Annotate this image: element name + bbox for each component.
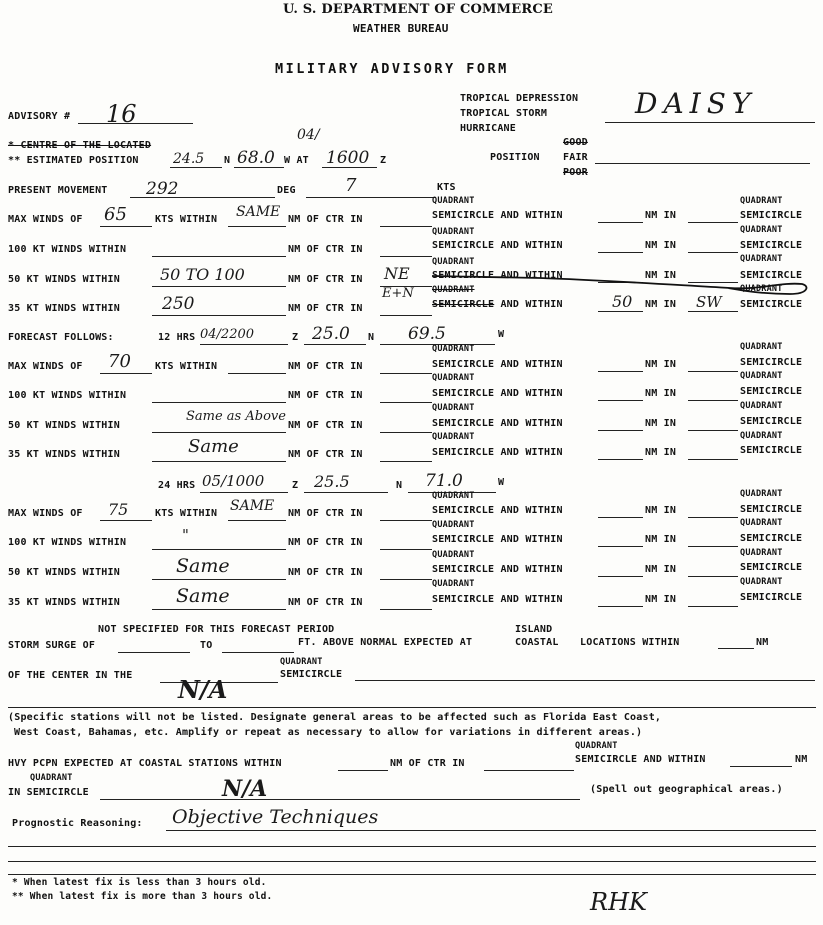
quad2-line <box>688 430 738 431</box>
surge-remarks-line2 <box>8 707 816 708</box>
quad-line <box>380 256 432 257</box>
n-label: N <box>224 155 231 166</box>
nm-in-label: NM IN <box>645 359 677 370</box>
z-label: Z <box>380 155 387 166</box>
forecast-12hrs-lat[interactable]: 25.0 <box>312 324 350 344</box>
row-35kt-value[interactable]: 250 <box>162 294 195 314</box>
semicircle-label: SEMICIRCLE <box>740 386 803 397</box>
nm-of-ctr-label: NM OF CTR IN <box>288 508 363 519</box>
and-within-label: AND WITHIN <box>500 359 563 370</box>
and-within-label: AND WITHIN <box>500 594 563 605</box>
surge-nm-label: NM <box>756 637 769 648</box>
within2-line <box>598 222 643 223</box>
nm-of-ctr-label: NM OF CTR IN <box>288 567 363 578</box>
fc24-50-line <box>152 579 286 580</box>
storm-name[interactable]: DAISY <box>635 87 757 120</box>
instructions-line1: (Specific stations will not be listed. Designate general areas to be affected such as Florida East Coast, <box>8 712 662 723</box>
fc24-100-line <box>152 549 286 550</box>
movement-direction[interactable]: 292 <box>146 179 179 199</box>
quadrant-label: QUADRANT <box>740 342 783 352</box>
forecast-12hrs-label: 12 HRS <box>158 332 196 343</box>
nm-in-label: NM IN <box>645 299 677 310</box>
fc24-within-line <box>228 520 286 521</box>
surge-from-line <box>118 652 190 653</box>
surge-remarks-line <box>355 680 815 681</box>
position-time[interactable]: 1600 <box>326 148 370 168</box>
semicircle-and-within-label <box>432 448 563 458</box>
hvy-value[interactable]: N/A <box>222 776 268 802</box>
within2-line <box>598 311 643 312</box>
nm-of-ctr-label: NM OF CTR IN <box>288 597 363 608</box>
n-label: N <box>368 332 375 343</box>
fc12-row-35kt-value[interactable]: Same <box>188 436 239 457</box>
row-50kt-label: 50 KT WINDS WITHIN <box>8 274 120 285</box>
hvy-within-line <box>730 766 792 767</box>
semicircle-label: SEMICIRCLE <box>740 357 803 368</box>
hvy-areas-line <box>100 799 580 800</box>
nm-of-ctr-label: NM OF CTR IN <box>288 420 363 431</box>
semicircle-label: SEMICIRCLE <box>740 562 803 573</box>
within2-line <box>598 252 643 253</box>
hvy-nm-of-ctr-label: NM OF CTR IN <box>390 758 465 769</box>
w-label: W <box>498 477 505 488</box>
and-within-label: AND WITHIN <box>500 388 563 399</box>
quadrant-label: QUADRANT <box>432 285 475 295</box>
position-lon[interactable]: 68.0 <box>237 148 275 168</box>
in-semicircle-label: IN SEMICIRCLE <box>8 787 89 798</box>
instructions-line2: West Coast, Bahamas, etc. Amplify or repeat as necessary to allow for variations in different areas.) <box>14 727 643 738</box>
quadrant-label: QUADRANT <box>432 579 475 589</box>
forecast-12hrs-lon[interactable]: 69.5 <box>408 324 446 344</box>
quad-line <box>380 432 432 433</box>
within2-line <box>598 400 643 401</box>
centre-located-label: * CENTRE OF THE LOCATED <box>8 140 152 151</box>
hvy-pcpn-label: HVY PCPN EXPECTED AT COASTAL STATIONS WITHIN <box>8 758 282 769</box>
w-label: W <box>498 329 505 340</box>
surge-to-label: TO <box>200 640 213 651</box>
quadrant-label: QUADRANT <box>740 401 783 411</box>
semicircle-label: SEMICIRCLE <box>432 210 495 221</box>
quad-line <box>380 461 432 462</box>
quadrant-label: QUADRANT <box>432 491 475 501</box>
quad-line <box>380 226 432 227</box>
semicircle-label: SEMICIRCLE <box>432 299 495 310</box>
storm-type-hurricane: HURRICANE <box>460 123 516 134</box>
semicircle-label: SEMICIRCLE <box>432 240 495 251</box>
bureau-heading: WEATHER BUREAU <box>353 22 449 35</box>
storm-type-depression: TROPICAL DEPRESSION <box>460 93 579 104</box>
semicircle-and-within-label <box>432 595 563 605</box>
within2-line <box>598 459 643 460</box>
semicircle-and-within-label <box>432 241 563 251</box>
fc24-max-winds-value[interactable]: 75 <box>108 500 129 519</box>
movement-speed[interactable]: 7 <box>345 175 357 196</box>
quad-line <box>380 549 432 550</box>
hvy-quad-line <box>484 770 574 771</box>
quad2-line <box>688 252 738 253</box>
quad2-line <box>688 311 738 312</box>
within2-line <box>598 606 643 607</box>
semicircle-and-within-label <box>432 535 563 545</box>
nm-of-ctr-label: NM OF CTR IN <box>288 244 363 255</box>
fc12-row-50kt-label: 50 KT WINDS WITHIN <box>8 420 120 431</box>
fc24-max-winds-label: MAX WINDS OF <box>8 508 83 519</box>
within2-line <box>598 546 643 547</box>
storm-name-line <box>605 122 815 123</box>
quadrant-label: QUADRANT <box>432 196 475 206</box>
fc12-row-50kt-value[interactable]: Same as Above <box>186 409 286 424</box>
locations-within-label: LOCATIONS WITHIN <box>580 637 680 648</box>
semicircle-label: SEMICIRCLE <box>432 418 495 429</box>
quality-good: GOOD <box>563 137 588 148</box>
prognostic-line4 <box>8 874 816 875</box>
semicircle-label: SEMICIRCLE <box>432 270 495 281</box>
semicircle-label: SEMICIRCLE <box>432 564 495 575</box>
semicircle-and-within-label <box>432 565 563 575</box>
semicircle-label: SEMICIRCLE <box>740 504 803 515</box>
semicircle-and-within-label <box>432 419 563 429</box>
fc24-time-line <box>200 492 288 493</box>
fc12-time-line <box>200 344 288 345</box>
quadrant-label: QUADRANT <box>740 371 783 381</box>
nm-of-ctr-label: NM OF CTR IN <box>288 449 363 460</box>
semicircle-label: SEMICIRCLE <box>740 270 803 281</box>
nm-in-label: NM IN <box>645 564 677 575</box>
semicircle-label: SEMICIRCLE <box>740 210 803 221</box>
and-within-label: AND WITHIN <box>500 418 563 429</box>
quadrant-label: QUADRANT <box>740 284 783 294</box>
max-winds-value[interactable]: 65 <box>104 204 127 225</box>
semicircle-label: SEMICIRCLE <box>740 416 803 427</box>
surge-semicircle-label: SEMICIRCLE <box>280 669 343 680</box>
fc24-35-line <box>152 609 286 610</box>
prognostic-line3 <box>8 861 816 862</box>
fc12-lat-line <box>304 344 366 345</box>
quad2-line <box>688 459 738 460</box>
quadrant-label: QUADRANT <box>432 227 475 237</box>
semicircle-and-within-label <box>432 211 563 221</box>
surge-nm-line <box>718 648 754 649</box>
semicircle-label: SEMICIRCLE <box>432 534 495 545</box>
z-label: Z <box>292 480 299 491</box>
quadrant-label: QUADRANT <box>432 432 475 442</box>
quad-line <box>380 373 432 374</box>
fc12-max-winds-value[interactable]: 70 <box>108 351 131 372</box>
quadrant-label: QUADRANT <box>30 773 73 783</box>
hvy-nm-label: NM <box>795 754 808 765</box>
kts-within-label: KTS WITHIN <box>155 508 218 519</box>
forecast-24hrs-lon[interactable]: 71.0 <box>425 471 463 491</box>
fc12-max-line <box>100 373 152 374</box>
forecast-24hrs-time[interactable]: 05/1000 <box>202 472 265 490</box>
nm-in-label: NM IN <box>645 240 677 251</box>
quadrant-label: QUADRANT <box>740 431 783 441</box>
semicircle-label: SEMICIRCLE <box>432 594 495 605</box>
nm-in-label: NM IN <box>645 505 677 516</box>
fc12-35-line <box>152 461 286 462</box>
and-within-label: AND WITHIN <box>500 210 563 221</box>
kts-within-label: KTS WITHIN <box>155 361 218 372</box>
quadrant-label: QUADRANT <box>740 196 783 206</box>
forecast-24hrs-label: 24 HRS <box>158 480 196 491</box>
row-100kt-line <box>152 256 286 257</box>
and-within-label: AND WITHIN <box>500 240 563 251</box>
max-within-line <box>228 226 286 227</box>
row-100kt-label: 100 KT WINDS WITHIN <box>8 244 127 255</box>
prognostic-value[interactable]: Objective Techniques <box>172 806 379 828</box>
semicircle-label: SEMICIRCLE <box>432 388 495 399</box>
of-center-label: OF THE CENTER IN THE <box>8 670 133 681</box>
nm-of-ctr-label: NM OF CTR IN <box>288 361 363 372</box>
semicircle-and-within-label <box>432 360 563 370</box>
and-within-label: AND WITHIN <box>500 564 563 575</box>
quadrant-label: QUADRANT <box>740 518 783 528</box>
semicircle-label: SEMICIRCLE <box>740 240 803 251</box>
within2-line <box>598 517 643 518</box>
quadrant-label: QUADRANT <box>432 550 475 560</box>
semicircle-and-within-label <box>432 389 563 399</box>
quad2-line <box>688 517 738 518</box>
position-quality-label: POSITION <box>490 152 540 163</box>
position-lat[interactable]: 24.5 <box>173 151 205 167</box>
and-within-label: AND WITHIN <box>500 447 563 458</box>
row-50kt-line <box>152 286 286 287</box>
fc12-100-line <box>152 402 286 403</box>
advisory-label: ADVISORY # <box>8 111 71 122</box>
forecast-24hrs-lat[interactable]: 25.5 <box>314 472 350 491</box>
not-specified-label: NOT SPECIFIED FOR THIS FORECAST PERIOD <box>98 624 335 635</box>
quadrant-label: QUADRANT <box>740 254 783 264</box>
and-within-label: AND WITHIN <box>500 505 563 516</box>
and-within-label: AND WITHIN <box>500 299 563 310</box>
and-within-label: AND WITHIN <box>500 270 563 281</box>
n-label: N <box>396 480 403 491</box>
quadrant-label: QUADRANT <box>740 489 783 499</box>
nm-in-label: NM IN <box>645 388 677 399</box>
nm-in-label: NM IN <box>645 594 677 605</box>
fc12-50-line <box>152 432 286 433</box>
footnote-single-star: * When latest fix is less than 3 hours old. <box>12 877 267 888</box>
fc24-row-50kt-label: 50 KT WINDS WITHIN <box>8 567 120 578</box>
quad2-line <box>688 222 738 223</box>
quadrant-label: QUADRANT <box>432 403 475 413</box>
quad-line <box>380 315 432 316</box>
quadrant-label: QUADRANT <box>740 577 783 587</box>
position-time-date[interactable]: 04/ <box>297 127 320 143</box>
semicircle-label: SEMICIRCLE <box>432 505 495 516</box>
quad-line <box>380 402 432 403</box>
fc12-within-line <box>228 373 286 374</box>
row-35kt-within2[interactable]: 50 <box>612 292 633 311</box>
quadrant-label: QUADRANT <box>740 225 783 235</box>
forecast-follows-label: FORECAST FOLLOWS: <box>8 332 114 343</box>
fc24-max-winds-within[interactable]: SAME <box>230 498 275 514</box>
nm-in-label: NM IN <box>645 534 677 545</box>
prognostic-line2 <box>8 846 816 847</box>
z-label: Z <box>292 332 299 343</box>
fc12-max-winds-label: MAX WINDS OF <box>8 361 83 372</box>
semicircle-label: SEMICIRCLE <box>740 445 803 456</box>
nm-of-ctr-label: NM OF CTR IN <box>288 537 363 548</box>
nm-of-ctr-label: NM OF CTR IN <box>288 390 363 401</box>
max-winds-line <box>100 226 152 227</box>
quadrant-label: QUADRANT <box>432 344 475 354</box>
w-at-label: W AT <box>284 155 309 166</box>
quad2-line <box>688 371 738 372</box>
forecast-12hrs-time[interactable]: 04/2200 <box>200 327 255 342</box>
storm-surge-label: STORM SURGE OF <box>8 640 96 651</box>
signature: RHK <box>590 888 647 916</box>
max-winds-within[interactable]: SAME <box>236 204 281 220</box>
row-35kt-label: 35 KT WINDS WITHIN <box>8 303 120 314</box>
nm-in-label: NM IN <box>645 210 677 221</box>
semicircle-and-within-label <box>432 506 563 516</box>
prognostic-label: Prognostic Reasoning: <box>12 818 143 829</box>
within2-line <box>598 430 643 431</box>
quad2-line <box>688 576 738 577</box>
fc24-max-line <box>100 520 152 521</box>
quadrant-label: QUADRANT <box>280 657 323 667</box>
within2-line <box>598 371 643 372</box>
semicircle-label: SEMICIRCLE <box>740 299 803 310</box>
fc24-row-35kt-label: 35 KT WINDS WITHIN <box>8 597 120 608</box>
quality-fair: FAIR <box>563 152 588 163</box>
island-label: ISLAND <box>515 624 553 635</box>
semicircle-label: SEMICIRCLE <box>432 447 495 458</box>
quad-line <box>380 579 432 580</box>
and-within-label: AND WITHIN <box>500 534 563 545</box>
quad2-line <box>688 400 738 401</box>
present-movement-label: PRESENT MOVEMENT <box>8 185 108 196</box>
quality-poor: POOR <box>563 167 588 178</box>
quad2-line <box>688 546 738 547</box>
surge-value[interactable]: N/A <box>178 675 228 704</box>
estimated-position-label: ** ESTIMATED POSITION <box>8 155 139 166</box>
quadrant-label: QUADRANT <box>432 520 475 530</box>
hvy-semicircle-and-within: SEMICIRCLE AND WITHIN <box>575 754 706 765</box>
nm-in-label: NM IN <box>645 270 677 281</box>
prognostic-line1 <box>166 830 816 831</box>
fc24-row-50kt-value[interactable]: Same <box>176 555 230 577</box>
quad2-line <box>688 606 738 607</box>
semicircle-label: SEMICIRCLE <box>740 592 803 603</box>
fc12-row-100kt-label: 100 KT WINDS WITHIN <box>8 390 127 401</box>
movement-speed-line <box>306 197 436 198</box>
semicircle-label: SEMICIRCLE <box>740 533 803 544</box>
row-50kt-value[interactable]: 50 TO 100 <box>160 265 245 284</box>
storm-type-tropical-storm: TROPICAL STORM <box>460 108 548 119</box>
semicircle-and-within-label <box>432 300 563 310</box>
row-35kt-quadrant[interactable]: E+N <box>382 286 414 301</box>
fc12-row-35kt-label: 35 KT WINDS WITHIN <box>8 449 120 460</box>
max-winds-label: MAX WINDS OF <box>8 214 83 225</box>
department-heading: U. S. DEPARTMENT OF COMMERCE <box>283 2 553 17</box>
nm-of-ctr-label: NM OF CTR IN <box>288 214 363 225</box>
within2-line <box>598 576 643 577</box>
quality-line <box>595 163 810 164</box>
quadrant-label: QUADRANT <box>432 257 475 267</box>
nm-of-ctr-label: NM OF CTR IN <box>288 274 363 285</box>
quadrant-label: QUADRANT <box>575 741 618 751</box>
quadrant-label: QUADRANT <box>432 373 475 383</box>
hvy-nm-line <box>338 770 388 771</box>
advisory-number[interactable]: 16 <box>106 100 137 128</box>
fc24-row-100kt-label: 100 KT WINDS WITHIN <box>8 537 127 548</box>
kts-within-label: KTS WITHIN <box>155 214 218 225</box>
ft-above-label: FT. ABOVE NORMAL EXPECTED AT <box>298 637 473 648</box>
row-50kt-quadrant[interactable]: NE <box>384 264 410 283</box>
fc24-lat-line <box>304 492 388 493</box>
footnote-double-star: ** When latest fix is more than 3 hours old. <box>12 891 273 902</box>
deg-label: DEG <box>277 185 296 196</box>
row-35kt-line <box>152 315 286 316</box>
nm-in-label: NM IN <box>645 447 677 458</box>
quad-line <box>380 609 432 610</box>
nm-in-label: NM IN <box>645 418 677 429</box>
lat-line <box>170 167 222 168</box>
quad-line <box>380 520 432 521</box>
nm-of-ctr-label: NM OF CTR IN <box>288 303 363 314</box>
fc24-row-100kt-value[interactable]: " <box>182 526 189 544</box>
surge-to-line <box>222 652 294 653</box>
spell-out-label: (Spell out geographical areas.) <box>590 784 783 795</box>
semicircle-label: SEMICIRCLE <box>432 359 495 370</box>
form-title: MILITARY ADVISORY FORM <box>275 61 509 77</box>
fc24-row-35kt-value[interactable]: Same <box>176 585 230 607</box>
coastal-label: COASTAL <box>515 637 559 648</box>
row-35kt-quadrant2[interactable]: SW <box>696 293 722 311</box>
quadrant-label: QUADRANT <box>740 548 783 558</box>
kts-label: KTS <box>437 182 456 193</box>
